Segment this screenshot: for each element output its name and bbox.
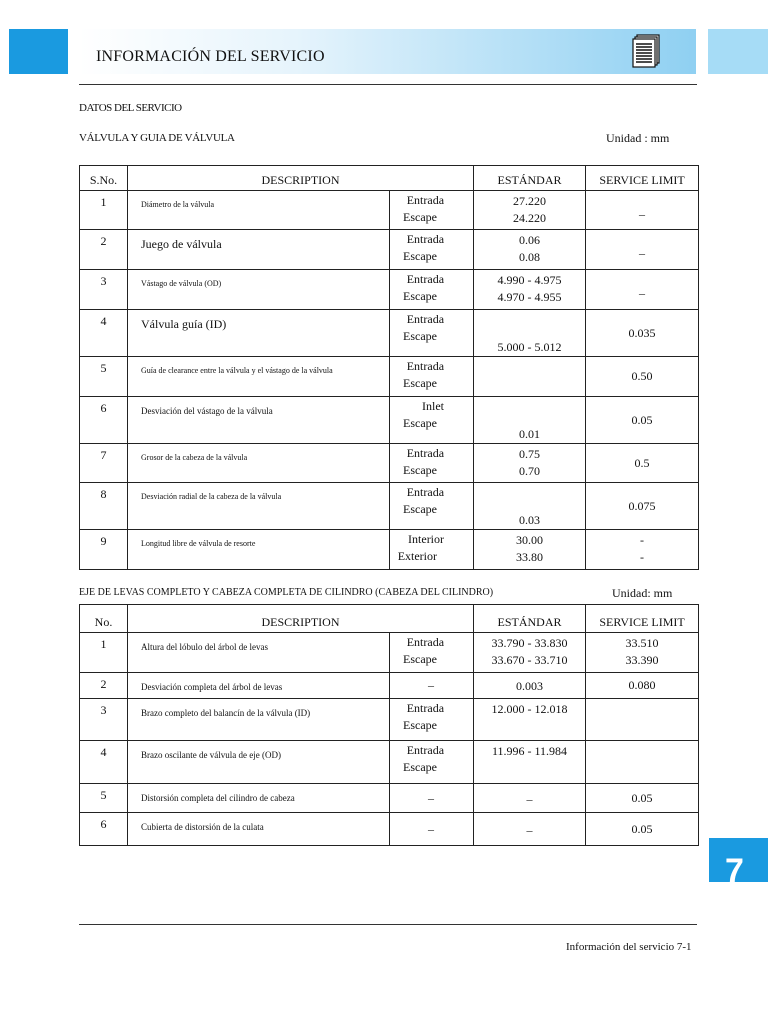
table-row [80, 230, 699, 270]
row-condition [390, 357, 474, 397]
limit-value-1: 0.075 [628, 498, 656, 513]
row-description: Desviación del vástago de la válvula [128, 397, 390, 444]
table2-unit: Unidad: mm [612, 586, 673, 600]
row-number: 6 [80, 813, 128, 846]
row-number: 3 [80, 699, 128, 741]
row-number: 4 [80, 741, 128, 784]
row-description: Grosor de la cabeza de la válvula [128, 444, 390, 483]
row-standard [474, 357, 586, 397]
table-row [80, 483, 699, 530]
limit-value-1: 0.05 [631, 821, 653, 836]
condition-primary: Interior [408, 532, 445, 546]
condition-primary: Entrada [406, 446, 445, 460]
row-condition [390, 673, 474, 699]
limit-value-1: 0.50 [631, 369, 653, 383]
row-condition [390, 444, 474, 483]
row-condition [390, 741, 474, 784]
camshaft-spec-table [79, 604, 699, 846]
page-title: INFORMACIÓN DEL SERVICIO [96, 48, 325, 65]
condition-primary: Entrada [406, 193, 445, 207]
condition-primary: Entrada [406, 635, 445, 649]
header-accent-right [708, 29, 768, 74]
row-description: Diámetro de la válvula [128, 191, 390, 230]
table-row [80, 191, 699, 230]
table-row [80, 357, 699, 397]
column-header-no: S.No. [80, 166, 128, 191]
row-description: Desviación completa del árbol de levas [128, 673, 390, 699]
limit-value-1: _ [639, 242, 646, 256]
row-service-limit [586, 191, 699, 230]
row-number: 9 [80, 530, 128, 570]
row-standard [474, 813, 586, 846]
table2-title: EJE DE LEVAS COMPLETO Y CABEZA COMPLETA DE CILINDRO (CABEZA DEL CILINDRO) [79, 587, 494, 598]
condition-secondary: Escape [403, 760, 438, 774]
row-service-limit [586, 784, 699, 813]
row-number: 7 [80, 444, 128, 483]
condition-secondary: Escape [403, 502, 438, 516]
table-row [80, 784, 699, 813]
row-number: 2 [80, 230, 128, 270]
row-description: Longitud libre de válvula de resorte [128, 530, 390, 570]
standard-value-2: 5.000 - 5.012 [497, 340, 562, 354]
header-rule [79, 84, 697, 85]
condition-secondary: Escape [403, 329, 438, 343]
standard-value-2: 0.01 [519, 427, 541, 441]
table-row [80, 444, 699, 483]
row-standard [474, 741, 586, 784]
standard-value-2: 0.08 [519, 250, 541, 264]
row-service-limit [586, 483, 699, 530]
standard-value-1: 0.75 [519, 447, 541, 461]
limit-value-2: - [640, 550, 645, 564]
standard-value-1: 11.996 - 11.984 [491, 744, 568, 758]
footer-rule [79, 924, 697, 925]
row-description: Cubierta de distorsión de la culata [128, 813, 390, 846]
row-standard [474, 310, 586, 357]
table-row [80, 310, 699, 357]
condition-primary: Entrada [406, 701, 445, 715]
condition-primary: – [428, 791, 434, 805]
condition-primary: Entrada [406, 312, 445, 326]
row-service-limit [586, 397, 699, 444]
row-description: Distorsión completa del cilindro de cabeza [128, 784, 390, 813]
table1-title: VÁLVULA Y GUIA DE VÁLVULA [79, 132, 235, 144]
row-standard [474, 633, 586, 673]
row-description: Vástago de válvula (OD) [128, 270, 390, 310]
row-service-limit [586, 310, 699, 357]
condition-secondary: Escape [403, 718, 438, 732]
standard-value-1: – [526, 791, 533, 806]
limit-value-1: 0.05 [631, 790, 653, 805]
limit-value-1: - [640, 533, 645, 547]
standard-value-1: 12.000 - 12.018 [491, 702, 568, 716]
row-number: 2 [80, 673, 128, 699]
row-number: 8 [80, 483, 128, 530]
condition-secondary: Escape [403, 376, 438, 390]
row-condition [390, 397, 474, 444]
section-label: DATOS DEL SERVICIO [79, 102, 182, 114]
row-standard [474, 699, 586, 741]
row-condition [390, 813, 474, 846]
row-number: 1 [80, 191, 128, 230]
row-service-limit [586, 357, 699, 397]
limit-value-1: 33.510 [625, 636, 659, 650]
condition-secondary: Escape [403, 210, 438, 224]
row-service-limit [586, 813, 699, 846]
table-row [80, 813, 699, 846]
table-row [80, 633, 699, 673]
row-description: Válvula guía (ID) [128, 310, 390, 357]
limit-value-1: _ [639, 282, 646, 296]
condition-secondary: Escape [403, 652, 438, 666]
row-condition [390, 483, 474, 530]
standard-value-2: 4.970 - 4.955 [497, 290, 562, 304]
row-condition [390, 784, 474, 813]
limit-value-1: _ [639, 202, 646, 217]
row-standard [474, 784, 586, 813]
standard-value-1: 33.790 - 33.830 [491, 636, 568, 650]
standard-value-2: 24.220 [513, 211, 547, 225]
row-service-limit [586, 673, 699, 699]
row-number: 3 [80, 270, 128, 310]
row-condition [390, 230, 474, 270]
column-header-standard: ESTÁNDAR [474, 605, 586, 633]
table1-unit: Unidad : mm [606, 131, 670, 145]
row-condition [390, 310, 474, 357]
standard-value-1: 27.220 [513, 194, 547, 208]
table-row [80, 699, 699, 741]
limit-value-1: 0.080 [628, 678, 656, 692]
column-header-standard: ESTÁNDAR [474, 166, 586, 191]
condition-primary: – [428, 678, 434, 692]
table-row [80, 741, 699, 784]
column-header-no: No. [80, 605, 128, 633]
row-condition [390, 530, 474, 570]
row-standard [474, 444, 586, 483]
column-header-limit: SERVICE LIMIT [586, 605, 699, 633]
row-service-limit [586, 633, 699, 673]
row-standard [474, 530, 586, 570]
valve-spec-table [79, 165, 699, 570]
row-service-limit [586, 270, 699, 310]
row-number: 5 [80, 784, 128, 813]
row-standard [474, 483, 586, 530]
standard-value-1: – [526, 822, 533, 837]
table-row [80, 397, 699, 444]
row-condition [390, 191, 474, 230]
condition-primary: Entrada [406, 359, 445, 373]
table-row [80, 270, 699, 310]
row-description: Brazo completo del balancín de la válvula (ID) [128, 699, 390, 741]
condition-primary: Inlet [422, 399, 445, 413]
standard-value-2: 0.70 [519, 464, 541, 478]
row-description: Guía de clearance entre la válvula y el vástago de la válvula [128, 357, 390, 397]
row-service-limit [586, 699, 699, 741]
row-condition [390, 633, 474, 673]
condition-primary: Entrada [406, 272, 445, 286]
standard-value-1: 4.990 - 4.975 [497, 273, 562, 287]
row-description: Brazo oscilante de válvula de eje (OD) [128, 741, 390, 784]
table-row [80, 673, 699, 699]
standard-value-1: 0.003 [516, 679, 544, 693]
row-number: 6 [80, 397, 128, 444]
condition-secondary: Escape [403, 416, 438, 430]
condition-secondary: Escape [403, 289, 438, 303]
condition-primary: Entrada [406, 743, 445, 757]
column-header-limit: SERVICE LIMIT [586, 166, 699, 191]
row-number: 5 [80, 357, 128, 397]
standard-value-2: 0.03 [519, 513, 541, 527]
row-service-limit [586, 230, 699, 270]
condition-secondary: Exterior [397, 549, 438, 563]
column-header-description: DESCRIPTION [128, 166, 474, 191]
footer-text: Información del servicio 7-1 [566, 941, 692, 953]
row-number: 1 [80, 633, 128, 673]
document-stack-icon [630, 34, 662, 70]
limit-value-1: 0.05 [631, 412, 653, 427]
row-standard [474, 673, 586, 699]
condition-primary: – [428, 822, 434, 836]
row-description: Juego de válvula [128, 230, 390, 270]
standard-value-2: 33.80 [516, 550, 544, 564]
condition-primary: Entrada [406, 485, 445, 499]
table-row [80, 530, 699, 570]
row-service-limit [586, 741, 699, 784]
condition-secondary: Escape [403, 249, 438, 263]
standard-value-2: 33.670 - 33.710 [491, 653, 568, 667]
row-condition [390, 270, 474, 310]
column-header-description: DESCRIPTION [128, 605, 474, 633]
row-standard [474, 230, 586, 270]
row-service-limit [586, 530, 699, 570]
limit-value-1: 0.035 [628, 325, 656, 340]
limit-value-2: 33.390 [625, 653, 659, 667]
standard-value-1: 0.06 [519, 233, 541, 247]
row-number: 4 [80, 310, 128, 357]
condition-primary: Entrada [406, 232, 445, 246]
row-description: Desviación radial de la cabeza de la válvula [128, 483, 390, 530]
header-accent-left [9, 29, 68, 74]
row-standard [474, 191, 586, 230]
chapter-tab: 7 [709, 838, 768, 882]
standard-value-1: 30.00 [516, 533, 544, 547]
limit-value-1: 0.5 [634, 455, 650, 470]
row-standard [474, 270, 586, 310]
row-condition [390, 699, 474, 741]
condition-secondary: Escape [403, 463, 438, 477]
row-standard [474, 397, 586, 444]
row-description: Altura del lóbulo del árbol de levas [128, 633, 390, 673]
row-service-limit [586, 444, 699, 483]
